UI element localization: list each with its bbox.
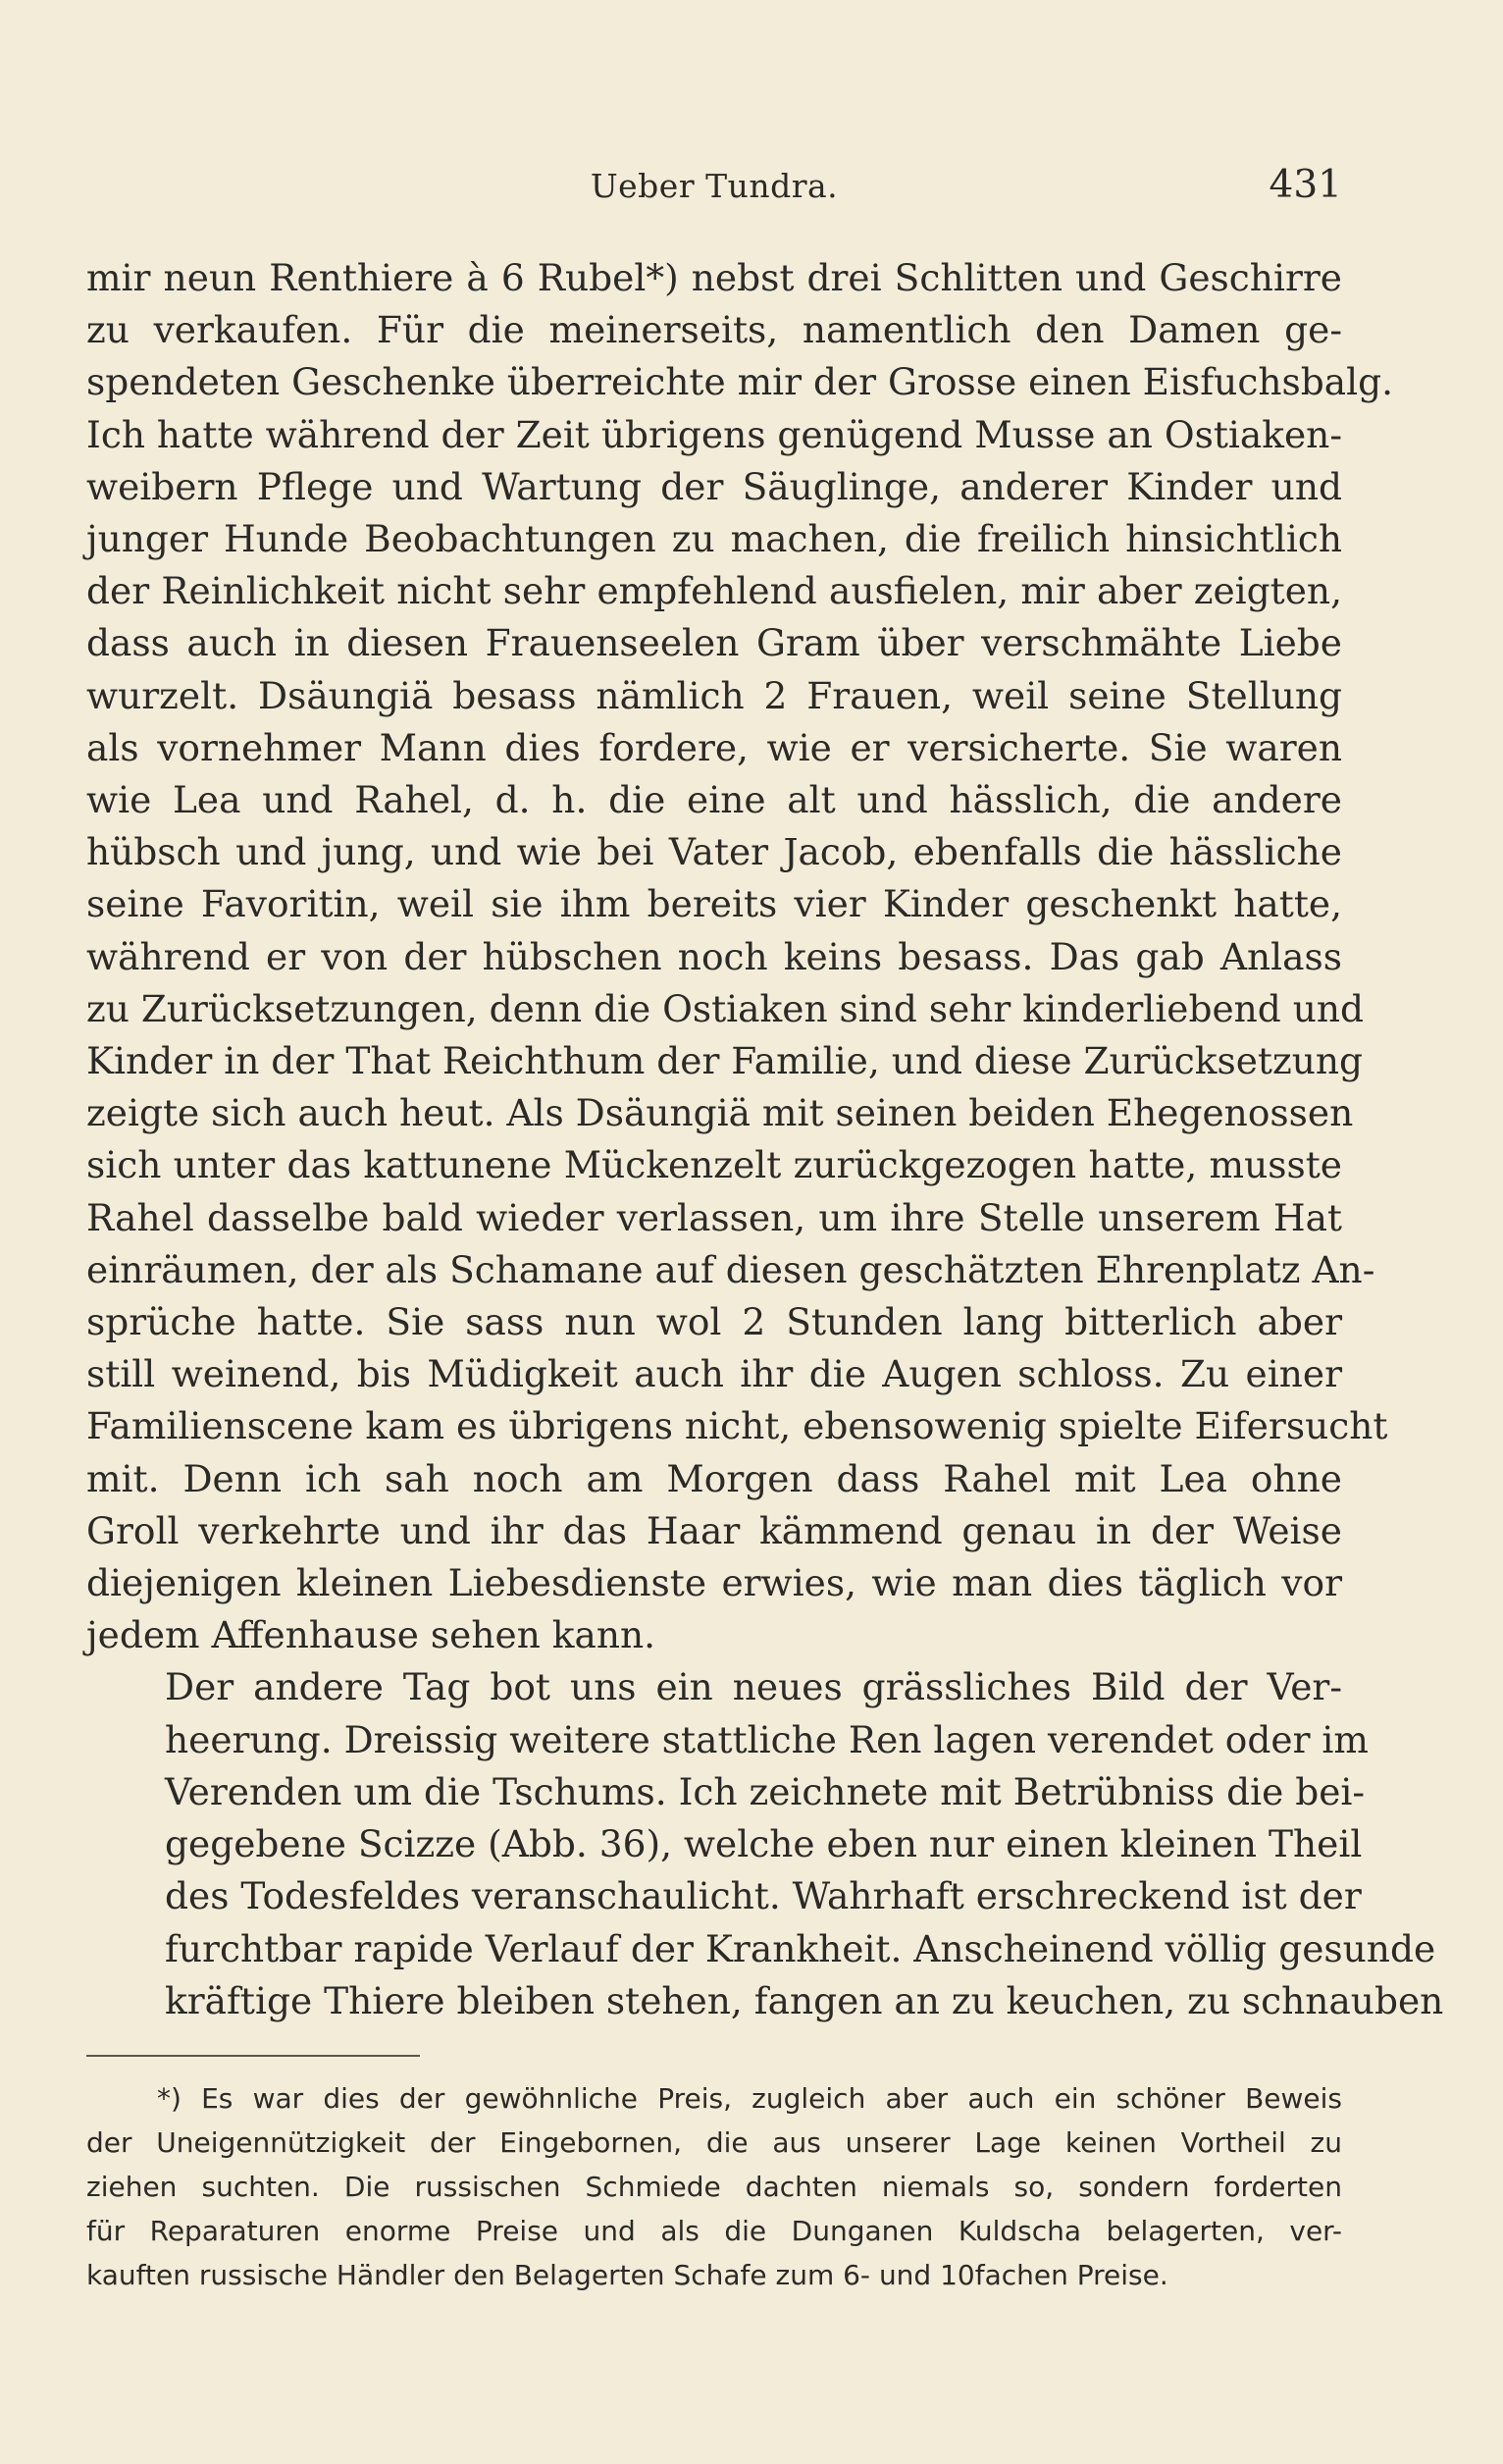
text-line: still weinend, bis Müdigkeit auch ihr die Augen schloss. Zu einer	[86, 1352, 1342, 1396]
text-line: hübsch und jung, und wie bei Vater Jacob, ebenfalls die hässliche	[86, 830, 1342, 874]
text-line: Kinder in der That Reichthum der Familie, und diese Zurücksetzung	[86, 1039, 1364, 1083]
text-line: der Reinlichkeit nicht sehr empfehlend ausfielen, mir aber zeigten,	[86, 569, 1342, 613]
footnote-line: kauften russische Händler den Belagerten Schafe zum 6- und 10fachen Preise.	[86, 2259, 1168, 2291]
text-line: sprüche hatte. Sie sass nun wol 2 Stunden lang bitterlich aber	[86, 1300, 1342, 1344]
text-line: furchtbar rapide Verlauf der Krankheit. Anscheinend völlig gesunde	[165, 1926, 1436, 1970]
page-number: 431	[1269, 163, 1342, 207]
page-header	[86, 163, 1342, 216]
text-line: kräftige Thiere bleiben stehen, fangen an zu keuchen, zu schnauben	[165, 1978, 1444, 2022]
text-line: während er von der hübschen noch keins besass. Das gab Anlass	[86, 934, 1342, 978]
text-line: des Todesfeldes veranschaulicht. Wahrhaft erschreckend ist der	[165, 1874, 1362, 1918]
text-line: wie Lea und Rahel, d. h. die eine alt und hässlich, die andere	[86, 778, 1342, 822]
text-line: Der andere Tag bot uns ein neues grässliches Bild der Ver-	[165, 1665, 1342, 1709]
text-line: dass auch in diesen Frauenseelen Gram über verschmähte Liebe	[86, 621, 1342, 665]
text-line: jedem Affenhause sehen kann.	[86, 1613, 656, 1657]
text-line: Familienscene kam es übrigens nicht, ebensowenig spielte Eifersucht	[86, 1404, 1388, 1448]
text-line: wurzelt. Dsäungiä besass nämlich 2 Frauen, weil seine Stellung	[86, 673, 1342, 717]
text-line: mir neun Renthiere à 6 Rubel*) nebst drei Schlitten und Geschirre	[86, 256, 1342, 299]
text-line: zu Zurücksetzungen, denn die Ostiaken sind sehr kinderliebend und	[86, 986, 1365, 1030]
text-line: junger Hunde Beobachtungen zu machen, die freilich hinsichtlich	[86, 517, 1342, 561]
footnote-line: ziehen suchten. Die russischen Schmiede dachten niemals so, sondern forderten	[86, 2171, 1342, 2203]
footnote-line: *) Es war dies der gewöhnliche Preis, zugleich aber auch ein schöner Beweis	[157, 2082, 1342, 2115]
body-text	[86, 252, 1444, 2027]
text-line: heerung. Dreissig weitere stattliche Ren lagen verendet oder im	[165, 1717, 1369, 1761]
text-line: Groll verkehrte und ihr das Haar kämmend genau in der Weise	[86, 1508, 1342, 1552]
text-line: zu verkaufen. Für die meinerseits, namentlich den Damen ge-	[86, 308, 1342, 352]
text-line: seine Favoritin, weil sie ihm bereits vier Kinder geschenkt hatte,	[86, 882, 1342, 926]
paragraph-2	[86, 1661, 1444, 2026]
text-line: mit. Denn ich sah noch am Morgen dass Rahel mit Lea ohne	[86, 1456, 1342, 1500]
text-line: einräumen, der als Schamane auf diesen geschätzten Ehrenplatz An-	[86, 1247, 1375, 1291]
text-line: gegebene Scizze (Abb. 36), welche eben nur einen kleinen Theil	[165, 1822, 1363, 1866]
text-line: sich unter das kattunene Mückenzelt zurückgezogen hatte, musste	[86, 1143, 1342, 1187]
footnote-line: für Reparaturen enorme Preise und als die Dunganen Kuldscha belagerten, ver-	[86, 2215, 1342, 2247]
running-head: Ueber Tundra.	[590, 167, 839, 205]
text-line: diejenigen kleinen Liebesdienste erwies, wie man dies täglich vor	[86, 1561, 1342, 1605]
footnote-rule	[86, 2055, 420, 2057]
text-line: spendeten Geschenke überreichte mir der Grosse einen Eisfuchsbalg.	[86, 360, 1394, 404]
text-line: Rahel dasselbe bald wieder verlassen, um ihre Stelle unserem Hat	[86, 1195, 1342, 1239]
paragraph-1	[86, 252, 1394, 1661]
footnote	[86, 2076, 1342, 2297]
footnote-line: der Uneigennützigkeit der Eingebornen, die aus unserer Lage keinen Vortheil zu	[86, 2126, 1342, 2159]
text-line: weibern Pflege und Wartung der Säuglinge, anderer Kinder und	[86, 464, 1342, 508]
text-line: als vornehmer Mann dies fordere, wie er versicherte. Sie waren	[86, 725, 1342, 769]
text-line: Verenden um die Tschums. Ich zeichnete mit Betrübniss die bei-	[165, 1769, 1366, 1813]
text-line: Ich hatte während der Zeit übrigens genügend Musse an Ostiaken-	[86, 412, 1342, 456]
text-line: zeigte sich auch heut. Als Dsäungiä mit seinen beiden Ehegenossen	[86, 1091, 1354, 1135]
